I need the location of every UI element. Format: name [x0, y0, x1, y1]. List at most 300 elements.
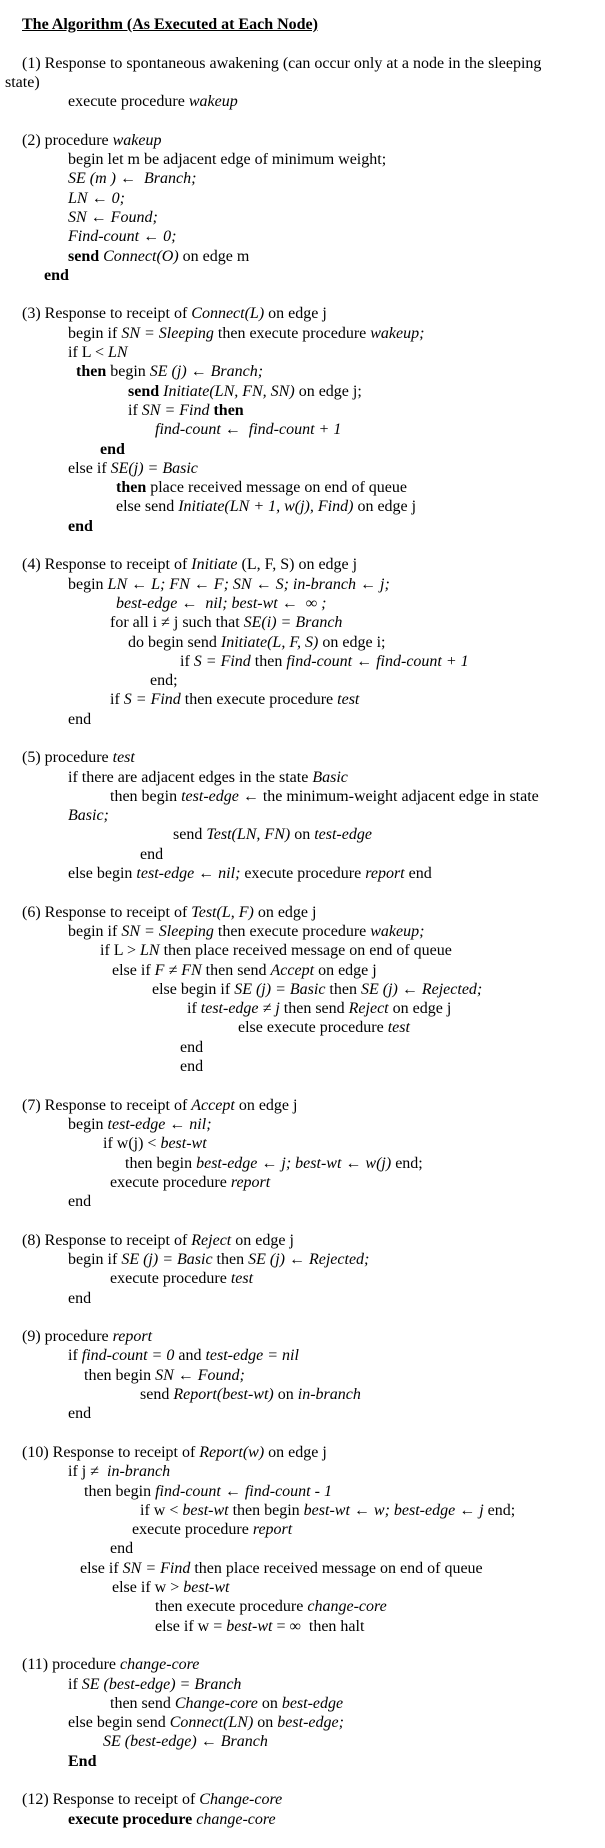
text-run: report — [230, 1173, 271, 1191]
text-run: if w(j) < — [103, 1135, 161, 1153]
text-run: SE (j) = Basic — [121, 1251, 213, 1268]
text-run: change-core — [307, 1598, 387, 1616]
code-line — [0, 1096, 605, 1115]
text-run: ← — [198, 865, 219, 883]
text-run: SE (j) — [360, 980, 398, 998]
text-run: best-edge — [196, 1154, 262, 1172]
text-run: and — [174, 1347, 206, 1365]
text-run: test-edge = nil — [205, 1347, 299, 1365]
text-run: (12) Response to receipt of — [22, 1791, 200, 1809]
text-run: on — [290, 826, 315, 844]
text-run: Report(w) — [199, 1443, 265, 1461]
text-run: ← — [224, 1482, 245, 1500]
code-line — [0, 1173, 605, 1192]
text-run: end — [68, 1193, 92, 1211]
code-line — [0, 555, 605, 574]
algorithm-section-response-reject — [0, 1231, 605, 1308]
code-line — [0, 73, 605, 92]
text-run: end; — [150, 672, 178, 690]
code-line — [0, 1810, 605, 1829]
code-line — [0, 517, 605, 536]
text-run: SE (j) = Basic — [234, 980, 326, 998]
text-run: (10) Response to receipt of — [22, 1443, 200, 1461]
text-run: on edge i; — [318, 633, 386, 651]
text-run: execute procedure — [240, 865, 366, 883]
text-run: end; — [391, 1154, 423, 1172]
text-run: else begin — [68, 865, 137, 883]
text-run: ← — [91, 189, 112, 207]
code-line — [0, 1462, 605, 1481]
code-line — [0, 787, 605, 806]
text-run: LN — [139, 942, 160, 960]
text-run: SE (j) — [149, 363, 187, 381]
text-run: ← — [90, 208, 111, 226]
algorithm-section-response-connect — [0, 304, 605, 536]
text-run: Rejected; — [308, 1251, 370, 1268]
text-run: ← — [255, 575, 276, 593]
code-line — [0, 748, 605, 767]
text-run: Basic — [312, 768, 348, 786]
text-run: (L, F, S) on edge j — [237, 556, 358, 574]
text-run: ← — [181, 594, 206, 612]
code-line — [0, 1018, 605, 1037]
text-run: SE(j) = Basic — [110, 459, 198, 477]
text-run: execute procedure — [110, 1173, 231, 1191]
text-run: report — [252, 1521, 293, 1539]
text-run: on edge j — [264, 1443, 327, 1461]
text-run: test — [337, 691, 360, 709]
text-run: SN — [68, 208, 91, 226]
text-run: then execute procedure — [180, 691, 338, 709]
text-run: find-count + 1 — [248, 421, 342, 439]
code-line — [0, 1115, 605, 1134]
text-run: else if w > — [112, 1579, 184, 1597]
text-run: 0; — [163, 228, 177, 246]
code-line — [0, 903, 605, 922]
text-run: LN — [107, 344, 128, 362]
algorithm-section-procedure-change-core — [0, 1655, 605, 1771]
code-line — [0, 362, 605, 381]
text-run: Change-core — [174, 1694, 258, 1712]
text-run: (6) Response to receipt of — [22, 903, 192, 921]
text-run: if — [187, 1000, 201, 1018]
text-run: then place received message on end of queue — [190, 1559, 483, 1577]
code-line — [0, 131, 605, 150]
text-run: SN = Sleeping — [121, 922, 214, 940]
text-run: if there are adjacent edges in the state — [68, 768, 313, 786]
text-run: wakeup — [188, 93, 238, 111]
text-run: w(j) — [365, 1154, 392, 1172]
text-run: end — [68, 1405, 92, 1423]
code-line — [0, 864, 605, 883]
text-run: begin if — [68, 324, 122, 342]
text-run: = ∞ then halt — [272, 1617, 365, 1635]
text-run: if w < — [140, 1501, 183, 1519]
text-run: if — [180, 652, 194, 670]
code-line — [0, 1732, 605, 1751]
text-run: ← — [360, 575, 381, 593]
text-run: LN — [68, 189, 92, 207]
text-run: on edge m — [178, 247, 250, 265]
text-run: on — [273, 1386, 298, 1404]
text-run: send — [173, 826, 207, 844]
algorithm-section-response-change-core — [0, 1790, 605, 1829]
code-line — [0, 1269, 605, 1288]
code-line — [0, 266, 605, 285]
code-line — [0, 1231, 605, 1250]
text-run: in-branch — [297, 1386, 361, 1404]
text-run: if — [128, 401, 142, 419]
text-run: Initiate(LN + 1, w(j), Find) — [178, 498, 354, 516]
code-line — [0, 671, 605, 690]
text-run: (1) Response to spontaneous awakening (can occur only at a node in the sleeping — [22, 54, 542, 72]
code-line — [0, 1404, 605, 1423]
text-run: nil; best-wt — [205, 594, 282, 612]
text-run: j — [479, 1501, 484, 1519]
text-run: test-edge — [181, 787, 239, 805]
text-run: ← — [284, 1251, 309, 1268]
text-run: execute procedure — [68, 93, 189, 111]
algorithm-section-response-test — [0, 903, 605, 1077]
algorithm-section-response-report — [0, 1443, 605, 1636]
text-run: find-count — [286, 652, 357, 670]
text-run: SE(i) = Branch — [243, 614, 343, 632]
text-run: Reject — [348, 1000, 389, 1018]
text-run: Connect(LN) — [169, 1714, 254, 1732]
text-run: begin if — [68, 922, 122, 940]
page-title: The Algorithm (As Executed at Each Node) — [22, 16, 318, 33]
code-line — [0, 459, 605, 478]
text-run: Connect(O) — [103, 247, 179, 265]
text-run: SN — [155, 1366, 178, 1384]
text-run: find-count — [155, 1482, 225, 1500]
text-run: test-edge ≠ j — [200, 1000, 280, 1018]
text-run: then begin — [110, 787, 182, 805]
code-line — [0, 690, 605, 709]
text-run: test-edge — [107, 1115, 170, 1133]
text-run: end — [180, 1038, 204, 1056]
text-run: on edge j — [388, 1000, 452, 1018]
text-run: Change-core — [199, 1791, 283, 1809]
text-run: Report(best-wt) — [173, 1386, 274, 1404]
text-run: Reject — [191, 1231, 232, 1249]
text-run: ← — [353, 1501, 374, 1519]
text-run: best-edge — [281, 1694, 344, 1712]
text-run: else if — [68, 459, 111, 477]
text-run: (11) procedure — [22, 1656, 121, 1674]
code-line — [0, 1346, 605, 1365]
text-run: on edge j — [231, 1231, 294, 1249]
code-line — [0, 961, 605, 980]
text-run: then — [76, 363, 107, 381]
text-run: Found; — [197, 1366, 245, 1384]
text-run: place received message on end of queue — [146, 479, 407, 497]
text-run: (3) Response to receipt of — [22, 305, 192, 323]
code-line — [0, 845, 605, 864]
text-run: test — [230, 1270, 254, 1288]
text-run: (5) procedure — [22, 749, 113, 767]
code-line — [0, 1482, 605, 1501]
text-run: report — [112, 1328, 153, 1346]
text-run: SN = Find — [141, 401, 214, 419]
text-run: ← the minimum-weight adjacent edge in state — [238, 787, 539, 805]
text-run: end — [110, 1540, 134, 1558]
text-run: ← — [397, 980, 422, 998]
text-run: find-count — [155, 421, 225, 439]
text-run: then — [250, 652, 287, 670]
text-run: test-edge — [314, 826, 372, 844]
text-run: then — [213, 401, 244, 419]
code-line — [0, 825, 605, 844]
text-run: best-wt — [182, 1501, 229, 1519]
code-line — [0, 1539, 605, 1558]
code-line — [0, 1501, 605, 1520]
code-line — [0, 575, 605, 594]
code-line — [0, 922, 605, 941]
text-run: find-count = 0 — [81, 1347, 175, 1365]
code-line — [0, 1790, 605, 1809]
code-line — [0, 594, 605, 613]
code-line — [0, 440, 605, 459]
text-run: find-count + 1 — [376, 652, 469, 670]
text-run: in-branch — [103, 1463, 171, 1481]
text-run: else if w = — [155, 1617, 227, 1635]
code-line — [0, 1038, 605, 1057]
code-line — [0, 1713, 605, 1732]
text-run: end — [140, 845, 164, 863]
text-run: Found; — [110, 208, 158, 226]
text-run: L; FN — [151, 575, 194, 593]
text-run: SE (best-edge) — [103, 1733, 201, 1751]
text-run: ← — [143, 228, 164, 246]
text-run: End — [68, 1752, 97, 1770]
text-run: best-edge — [116, 594, 182, 612]
text-run: test-edge — [136, 865, 199, 883]
text-run: SE (j) — [248, 1251, 285, 1268]
text-run: Branch; — [210, 363, 264, 381]
text-run: end — [180, 1058, 204, 1076]
algorithm-body — [0, 54, 605, 1829]
code-line — [0, 1617, 605, 1636]
algorithm-section-procedure-test — [0, 748, 605, 883]
text-run: execute procedure — [132, 1521, 253, 1539]
code-line — [0, 613, 605, 632]
code-line — [0, 1443, 605, 1462]
text-run: then place received message on end of queue — [159, 942, 452, 960]
text-run: on — [253, 1714, 278, 1732]
text-run: then begin — [84, 1366, 156, 1384]
code-line — [0, 478, 605, 497]
text-run: j; best-wt — [281, 1154, 346, 1172]
text-run: on edge j — [253, 903, 317, 921]
text-run: Accept — [270, 961, 315, 979]
text-run: S; in-branch — [275, 575, 361, 593]
text-run: state) — [5, 73, 40, 91]
text-run: if — [110, 691, 124, 709]
text-run: Initiate(L, F, S) — [220, 633, 319, 651]
text-run: test — [387, 1019, 410, 1037]
text-run: then execute procedure — [155, 1598, 308, 1616]
text-run: else send — [116, 498, 179, 516]
text-run: Find-count — [68, 228, 144, 246]
code-line — [0, 1520, 605, 1539]
text-run: change-core — [120, 1656, 200, 1674]
text-run: ← — [459, 1501, 480, 1519]
text-run: if — [68, 1347, 82, 1365]
text-run: execute procedure — [110, 1270, 231, 1288]
code-line — [0, 980, 605, 999]
code-line — [0, 1057, 605, 1076]
text-run: on edge j — [234, 1096, 298, 1114]
code-line — [0, 768, 605, 787]
text-run: wakeup; — [370, 922, 425, 940]
code-line — [0, 1655, 605, 1674]
text-run: SN = Sleeping — [121, 324, 214, 342]
text-run: ← — [119, 170, 144, 188]
text-run: begin — [68, 575, 108, 593]
text-run: then — [116, 479, 147, 497]
text-run: w; best-edge — [373, 1501, 460, 1519]
text-run: best-wt — [160, 1135, 207, 1153]
text-run: send — [128, 382, 164, 400]
code-line — [0, 1597, 605, 1616]
text-run: send — [140, 1386, 174, 1404]
text-run: S = Find — [123, 691, 181, 709]
text-run: wakeup; — [370, 324, 425, 342]
text-run: ∞ ; — [305, 594, 327, 612]
text-run: j; — [380, 575, 390, 593]
algorithm-section-procedure-wakeup — [0, 131, 605, 285]
text-run: ← — [356, 652, 377, 670]
text-run: ← — [186, 363, 211, 381]
code-line — [0, 652, 605, 671]
code-line — [0, 1675, 605, 1694]
code-line — [0, 1559, 605, 1578]
code-line — [0, 1289, 605, 1308]
code-line — [0, 150, 605, 169]
text-run: best-wt — [303, 1501, 354, 1519]
text-run: 0; — [111, 189, 125, 207]
text-run: SE (m ) — [68, 170, 120, 188]
text-run: then send — [201, 961, 271, 979]
code-line — [0, 54, 605, 73]
code-line — [0, 169, 605, 188]
text-run: best-wt — [183, 1579, 230, 1597]
text-run: Branch — [220, 1733, 268, 1751]
text-run: (7) Response to receipt of — [22, 1096, 192, 1114]
text-run: end — [68, 517, 93, 535]
text-run: end — [44, 266, 69, 284]
text-run: find-count - 1 — [244, 1482, 332, 1500]
code-line — [0, 1327, 605, 1346]
text-run: then begin — [84, 1482, 156, 1500]
text-run: best-wt — [226, 1617, 273, 1635]
text-run: test — [112, 749, 135, 767]
code-line — [0, 1694, 605, 1713]
text-run: (4) Response to receipt of — [22, 556, 192, 574]
text-run: do begin send — [128, 633, 221, 651]
text-run: on edge j; — [294, 382, 362, 400]
text-run: F ≠ FN — [154, 961, 202, 979]
text-run: Accept — [191, 1096, 235, 1114]
text-run: else begin send — [68, 1714, 170, 1732]
text-run: SN = Find — [122, 1559, 191, 1577]
text-run: end — [100, 440, 125, 458]
code-line — [0, 710, 605, 729]
code-line — [0, 401, 605, 420]
text-run: report — [365, 865, 405, 883]
text-run: if — [68, 1675, 82, 1693]
document-page — [0, 15, 605, 1829]
text-run: ← — [193, 575, 214, 593]
code-line — [0, 1385, 605, 1404]
algorithm-section-response-spontaneous-awakening — [0, 54, 605, 112]
text-run: ← — [261, 1154, 282, 1172]
text-run: if j ≠ — [68, 1463, 103, 1481]
text-run: else if — [80, 1559, 123, 1577]
text-run: wakeup — [112, 131, 162, 149]
code-line — [0, 420, 605, 439]
text-run: else if — [112, 961, 155, 979]
text-run: then begin — [125, 1154, 197, 1172]
text-run: (8) Response to receipt of — [22, 1231, 192, 1249]
text-run: end — [68, 710, 92, 728]
text-run: begin if — [68, 1251, 122, 1268]
text-run: Rejected; — [421, 980, 483, 998]
text-run: then send — [110, 1694, 175, 1712]
code-line — [0, 999, 605, 1018]
code-line — [0, 92, 605, 111]
code-line — [0, 633, 605, 652]
code-line — [0, 247, 605, 266]
text-run: end — [404, 865, 432, 883]
text-run: else execute procedure — [238, 1019, 388, 1037]
text-run: then execute procedure — [213, 324, 371, 342]
code-line — [0, 324, 605, 343]
text-run: end; — [483, 1501, 516, 1519]
text-run: best-edge; — [277, 1714, 344, 1732]
text-run: on — [257, 1694, 282, 1712]
code-line — [0, 382, 605, 401]
code-line — [0, 343, 605, 362]
text-run: SE (best-edge) = Branch — [81, 1675, 242, 1693]
text-run: ← — [281, 594, 306, 612]
text-run: then — [325, 980, 361, 998]
code-line — [0, 941, 605, 960]
algorithm-section-procedure-report — [0, 1327, 605, 1423]
text-run: S = Find — [193, 652, 251, 670]
text-run: LN — [107, 575, 132, 593]
algorithm-section-response-accept — [0, 1096, 605, 1212]
code-line — [0, 1366, 605, 1385]
code-line — [0, 208, 605, 227]
code-line — [0, 1154, 605, 1173]
text-run: ← — [131, 575, 152, 593]
code-line — [0, 806, 605, 825]
text-run: then — [212, 1251, 249, 1268]
text-run: begin — [68, 1115, 108, 1133]
text-run: execute procedure — [68, 1810, 197, 1828]
text-run: ← — [224, 421, 249, 439]
text-run: change-core — [196, 1810, 276, 1828]
text-run: F; SN — [213, 575, 256, 593]
text-run: begin — [106, 363, 150, 381]
text-run: Test(LN, FN) — [206, 826, 291, 844]
code-line — [0, 1134, 605, 1153]
text-run: Branch; — [143, 170, 197, 188]
code-line — [0, 304, 605, 323]
code-line — [0, 1250, 605, 1269]
